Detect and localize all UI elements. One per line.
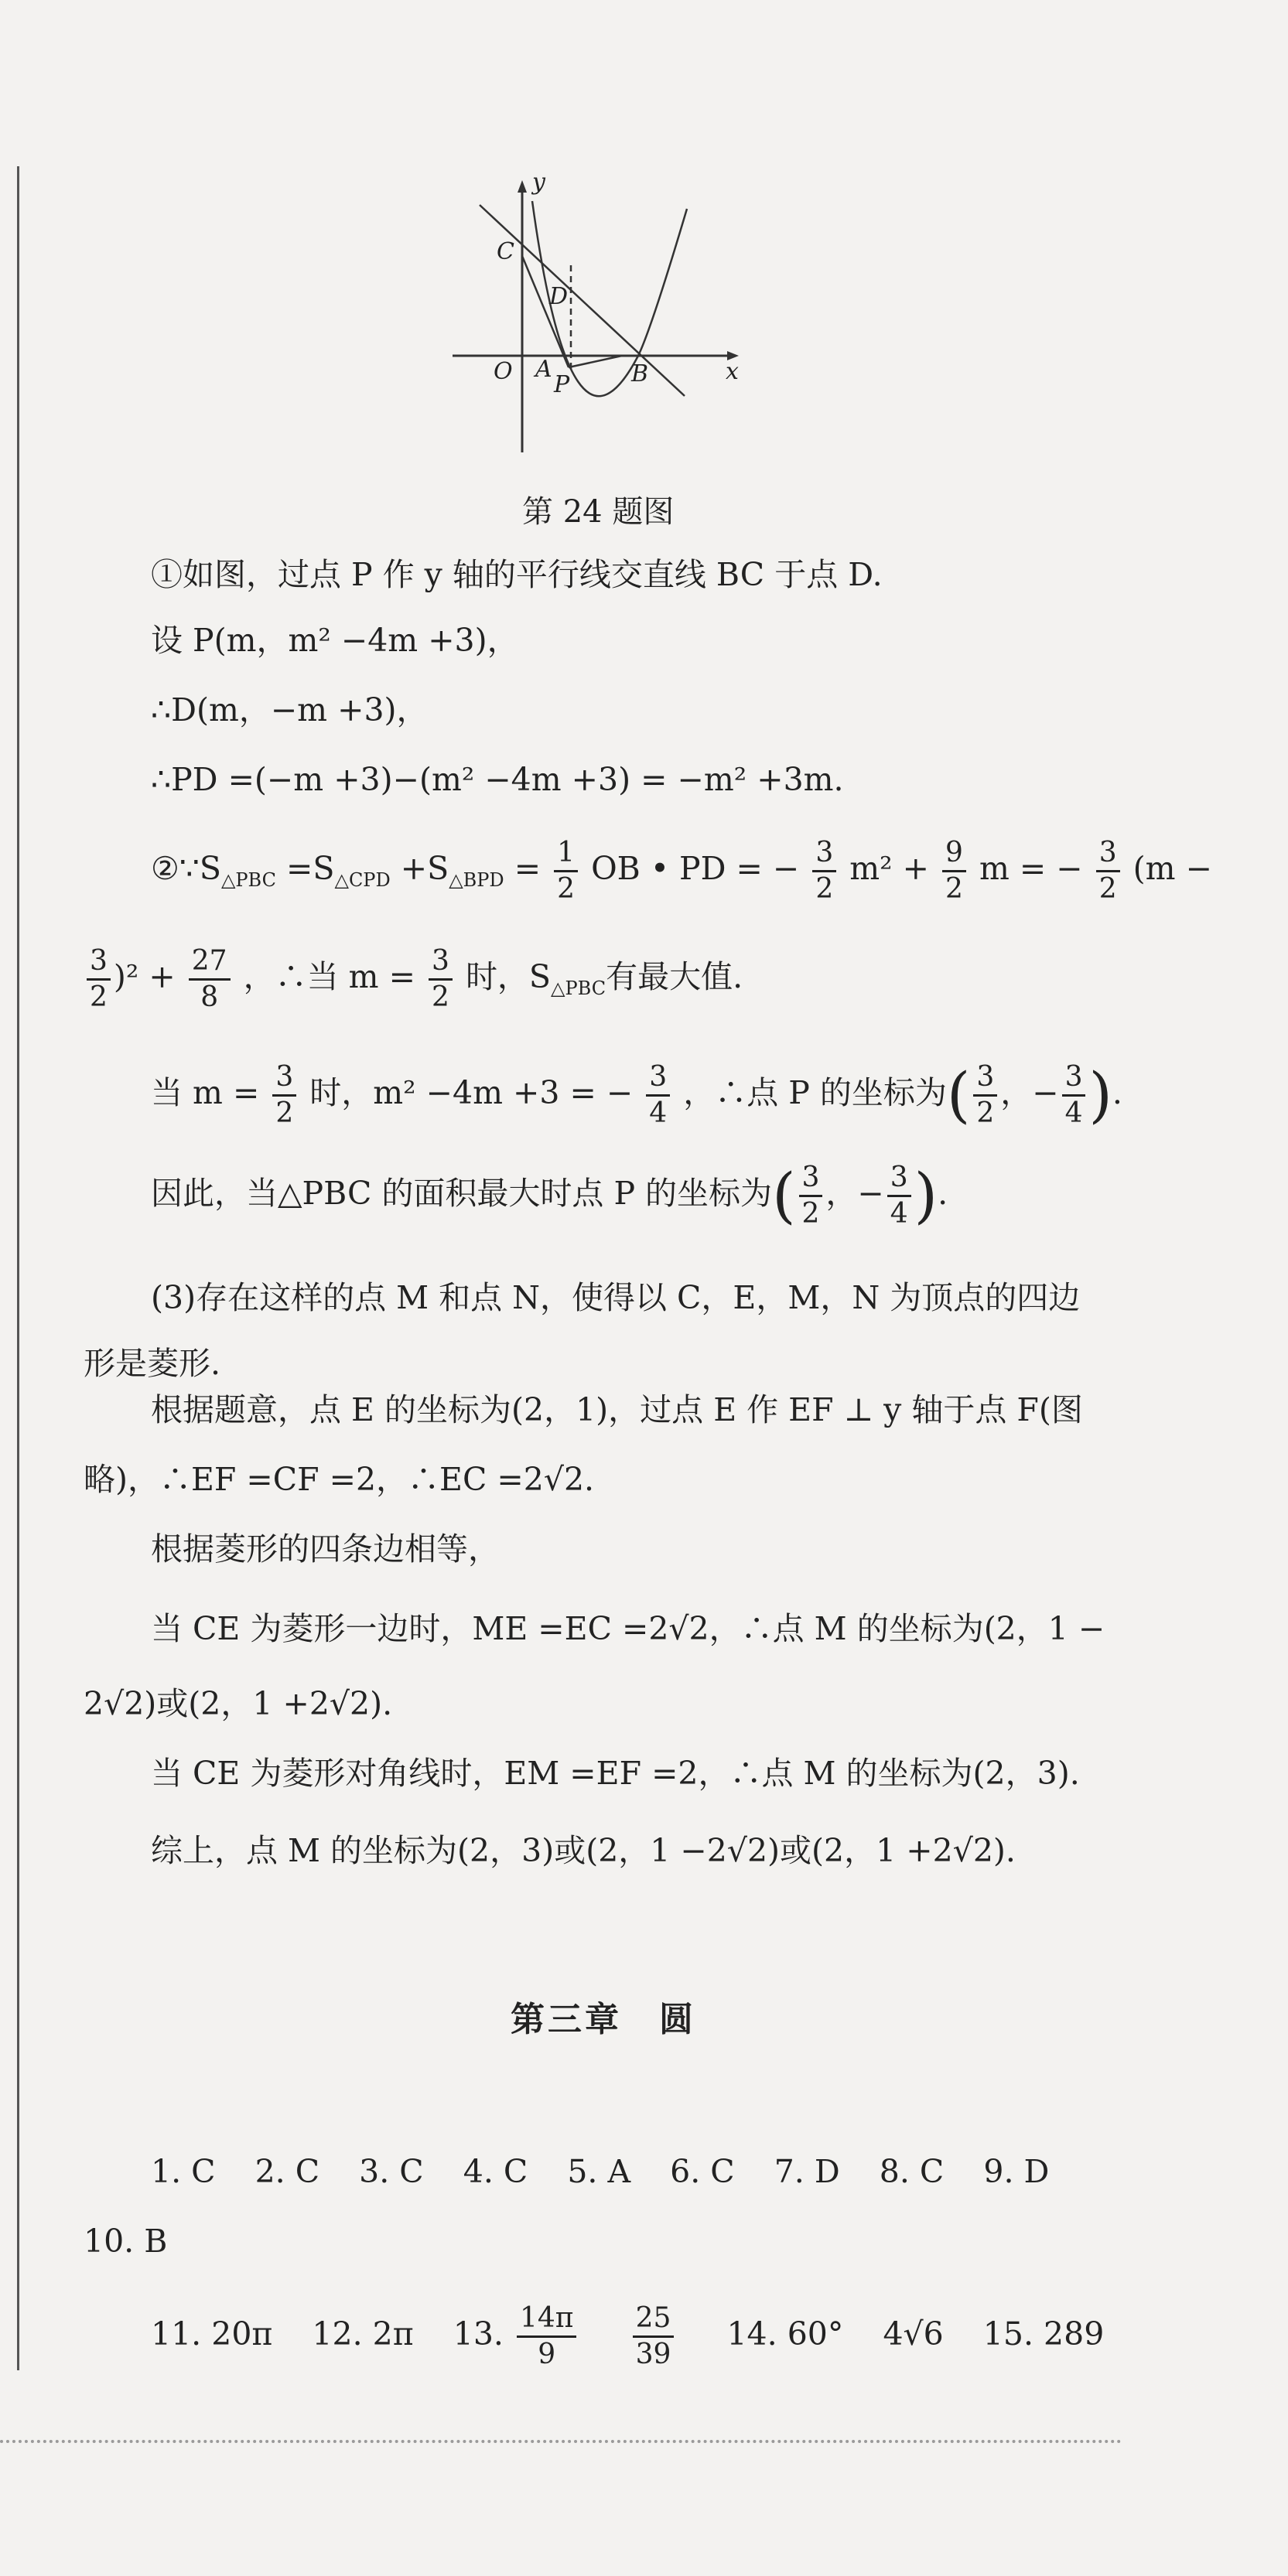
fraction-three-halves [1096, 839, 1120, 903]
solution-line-13: 根据菱形的四条边相等， [151, 1530, 500, 1568]
numerator: 3 [812, 839, 836, 872]
text: =S [276, 850, 335, 887]
fraction-14pi-9 [517, 2302, 576, 2370]
margin-rule [17, 166, 19, 2370]
label-a: A [535, 356, 552, 383]
denominator: 2 [976, 1097, 995, 1129]
fraction-27-8 [189, 947, 231, 1012]
solution-line-1: ①如图，过点 P 作 y 轴的平行线交直线 BC 于点 D. [151, 556, 883, 593]
denominator: 8 [200, 981, 219, 1013]
text: +S [390, 850, 449, 887]
numerator: 3 [887, 1164, 911, 1197]
label-b: B [631, 360, 649, 387]
denominator: 4 [1064, 1097, 1083, 1129]
numerator: 3 [646, 1063, 670, 1097]
right-paren: ) [914, 1161, 938, 1231]
numerator: 25 [633, 2305, 675, 2338]
answer-item: 5. A [567, 2153, 631, 2190]
numerator: 9 [942, 839, 966, 872]
text: 当 m = [151, 1074, 260, 1111]
numerator: 3 [799, 1164, 823, 1197]
solution-line-17: 综上，点 M 的坐标为(2，3)或(2，1 −2√2)或(2，1 +2√2). [151, 1832, 1016, 1869]
numerator: 3 [1062, 1063, 1086, 1097]
solution-line-12: 略)，∴EF =CF =2，∴EC =2√2. [84, 1461, 595, 1498]
denominator: 2 [945, 873, 963, 905]
solution-line-6 [84, 947, 743, 1012]
denominator: 2 [1098, 873, 1117, 905]
solution-line-10: 形是菱形. [84, 1345, 221, 1382]
text: . [938, 1175, 948, 1212]
answer-item: 15. 289 [982, 2315, 1105, 2353]
fraction-three-quarters [1062, 1063, 1086, 1128]
denominator: 2 [557, 873, 576, 905]
numerator: 3 [973, 1063, 997, 1097]
answer-item: 8. C [879, 2153, 945, 2190]
denominator: 2 [801, 1198, 820, 1230]
label-d: D [549, 283, 569, 310]
denominator: 4 [890, 1198, 908, 1230]
label-x: x [726, 358, 739, 385]
answers-mc-row [151, 2150, 1049, 2193]
answer-item: 11. 20π [151, 2315, 273, 2353]
text: ，− [1000, 1074, 1059, 1111]
answers-mc-row-2: 10. B [84, 2223, 168, 2260]
answer-item: 9. D [983, 2153, 1050, 2190]
text: ，− [825, 1175, 884, 1212]
solution-line-8 [151, 1161, 948, 1231]
text: m² + [849, 850, 929, 887]
solution-line-7 [151, 1060, 1122, 1131]
label-p: P [554, 371, 570, 398]
answer-item: 12. 2π [312, 2315, 414, 2353]
fraction-three-halves [812, 839, 836, 903]
answer-item: 4. C [463, 2153, 528, 2190]
text: 因此，当△PBC 的面积最大时点 P 的坐标为 [151, 1175, 773, 1212]
fraction-three-halves [799, 1164, 823, 1228]
numerator: 3 [1096, 839, 1120, 872]
numerator: 1 [554, 839, 578, 872]
numerator: 3 [87, 947, 111, 981]
text: m = − [979, 850, 1083, 887]
numerator: 14π [517, 2305, 576, 2338]
subscript: △BPD [449, 869, 504, 892]
text: 时，S [465, 958, 552, 995]
text: )² + [113, 958, 176, 995]
left-paren: ( [772, 1161, 796, 1231]
text: ，∴当 m = [243, 958, 415, 995]
answer-item: 2. C [255, 2153, 320, 2190]
denominator: 2 [275, 1097, 294, 1129]
text: ，∴点 P 的坐标为 [683, 1074, 947, 1111]
fraction-three-halves [973, 1063, 997, 1128]
fraction-three-halves [272, 1063, 296, 1128]
denominator: 2 [431, 981, 449, 1013]
solution-line-4: ∴PD =(−m +3)−(m² −4m +3) = −m² +3m. [151, 761, 844, 798]
solution-line-3: ∴D(m，−m +3)， [151, 691, 429, 728]
dotted-divider [0, 2440, 1122, 2443]
denominator: 9 [538, 2339, 556, 2370]
parabola-figure [449, 166, 774, 460]
subscript: △PBC [551, 978, 606, 1000]
answer-item: 4√6 [883, 2315, 944, 2353]
subscript: △CPD [334, 869, 391, 892]
solution-line-15: 2√2)或(2，1 +2√2). [84, 1685, 393, 1722]
denominator: 2 [815, 873, 834, 905]
text: OB • PD = − [591, 850, 800, 887]
segment-cp [522, 256, 569, 367]
solution-line-14: 当 CE 为菱形一边时，ME =EC =2√2，∴点 M 的坐标为(2，1 − [151, 1610, 1105, 1647]
left-paren: ( [946, 1060, 971, 1131]
fraction-three-halves [87, 947, 111, 1012]
solution-line-11: 根据题意，点 E 的坐标为(2，1)，过点 E 作 EF ⊥ y 轴于点 F(图 [151, 1391, 1083, 1428]
denominator: 4 [649, 1097, 668, 1129]
numerator: 3 [272, 1063, 296, 1097]
label-y: y [532, 169, 545, 196]
text: 有最大值. [606, 958, 743, 995]
answer-item: 14. 60° [726, 2315, 844, 2353]
y-axis-arrow [518, 180, 527, 193]
text: (m − [1133, 850, 1212, 887]
text: ②∵S [151, 850, 221, 887]
fraction-half [554, 839, 578, 903]
solution-line-5 [151, 839, 1212, 903]
answers-fill-row [151, 2302, 1105, 2370]
fraction-25-39 [633, 2302, 675, 2370]
answer-item: 6. C [670, 2153, 735, 2190]
solution-line-9: (3)存在这样的点 M 和点 N，使得以 C，E，M，N 为顶点的四边 [151, 1279, 1081, 1316]
segment-pb [569, 356, 622, 367]
denominator: 2 [90, 981, 108, 1013]
text: 时，m² −4m +3 = − [309, 1074, 634, 1111]
label-c: C [497, 238, 514, 265]
numerator: 3 [429, 947, 453, 981]
figure-caption: 第 24 题图 [522, 494, 675, 530]
answer-item: 1. C [151, 2153, 216, 2190]
denominator: 39 [635, 2339, 671, 2370]
answer-item: 3. C [359, 2153, 424, 2190]
solution-line-2: 设 P(m，m² −4m +3)， [151, 622, 519, 659]
fraction-three-quarters [887, 1164, 911, 1228]
answer-item: 13. [453, 2315, 504, 2353]
text: = [504, 850, 542, 887]
fraction-nine-halves [942, 839, 966, 903]
subscript: △PBC [220, 869, 276, 892]
fraction-three-halves [429, 947, 453, 1012]
chapter-title: 第三章 圆 [511, 2000, 696, 2039]
text: . [1112, 1074, 1122, 1111]
numerator: 27 [189, 947, 231, 981]
right-paren: ) [1088, 1060, 1112, 1131]
fraction-three-quarters [646, 1063, 670, 1128]
solution-line-16: 当 CE 为菱形对角线时，EM =EF =2，∴点 M 的坐标为(2，3). [151, 1755, 1080, 1792]
label-o: O [494, 358, 513, 385]
answer-item: 7. D [774, 2153, 840, 2190]
